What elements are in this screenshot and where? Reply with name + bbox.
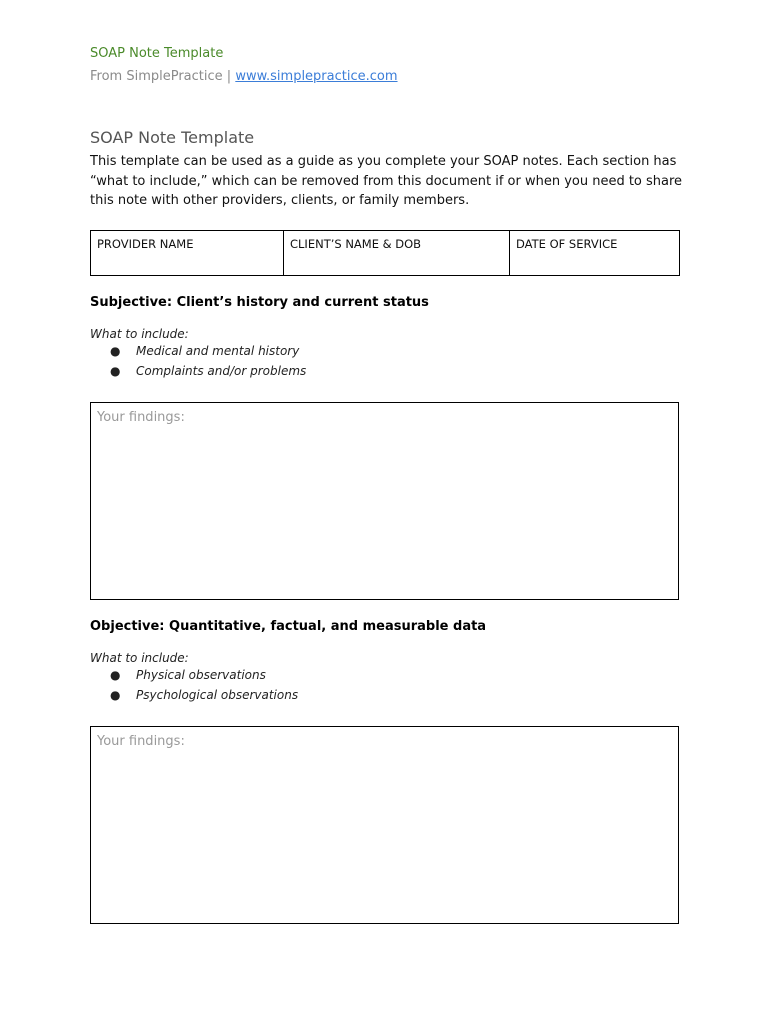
subjective-heading: Subjective: Client’s history and current status <box>90 295 429 310</box>
findings-placeholder: Your findings: <box>97 734 185 749</box>
client-name-dob-cell[interactable]: CLIENT’S NAME & DOB <box>284 231 510 276</box>
list-item <box>110 666 298 686</box>
provider-name-cell[interactable]: PROVIDER NAME <box>91 231 284 276</box>
subjective-findings-box[interactable] <box>90 402 679 600</box>
subjective-include-label: What to include: <box>90 327 189 341</box>
info-table <box>90 230 680 276</box>
objective-bullet-list <box>110 666 298 705</box>
bullet-text: Physical observations <box>136 668 266 682</box>
date-of-service-cell[interactable]: DATE OF SERVICE <box>510 231 680 276</box>
page-header-title: SOAP Note Template <box>90 46 224 61</box>
intro-paragraph: This template can be used as a guide as you complete your SOAP notes. Each section has “what to include,” which can be removed from this document if or when you need to share this note with other providers, clients, or family members. <box>90 154 683 208</box>
simplepractice-link[interactable]: www.simplepractice.com <box>235 69 398 84</box>
bullet-icon: ● <box>110 668 121 682</box>
subjective-bullet-list <box>110 342 306 381</box>
bullet-text: Medical and mental history <box>136 344 300 358</box>
objective-heading: Objective: Quantitative, factual, and measurable data <box>90 619 487 634</box>
page-header-source <box>90 69 398 84</box>
list-item <box>110 362 306 382</box>
list-item <box>110 342 306 362</box>
bullet-text: Psychological observations <box>136 687 299 702</box>
source-prefix: From SimplePractice | <box>90 69 236 84</box>
bullet-icon: ● <box>110 344 121 358</box>
objective-include-label: What to include: <box>90 651 189 665</box>
bullet-icon: ● <box>110 687 121 702</box>
list-item <box>110 686 298 706</box>
info-table-row <box>91 231 680 276</box>
bullet-icon: ● <box>110 363 121 378</box>
findings-placeholder: Your findings: <box>97 410 185 425</box>
document-title: SOAP Note Template <box>90 128 255 147</box>
objective-findings-box[interactable] <box>90 726 679 924</box>
bullet-text: Complaints and/or problems <box>136 363 307 378</box>
